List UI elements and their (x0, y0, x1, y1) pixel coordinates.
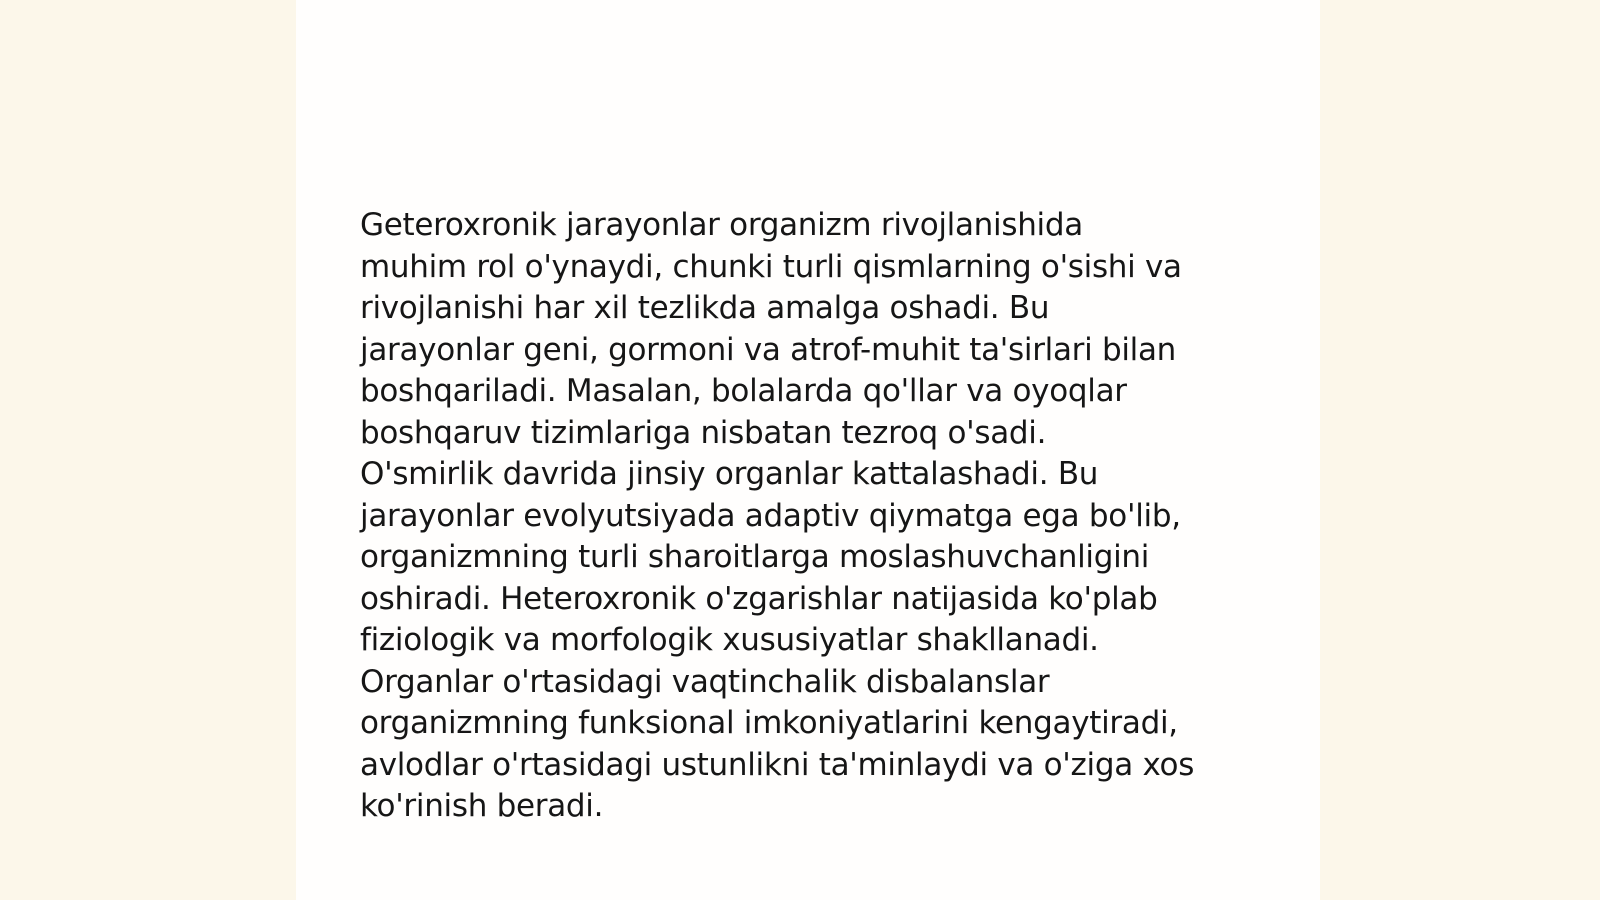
paragraph-line: oshiradi. Heteroxronik o'zgarishlar natijasida ko'plab (360, 580, 1158, 617)
paragraph-line: O'smirlik davrida jinsiy organlar kattalashadi. Bu (360, 456, 1099, 492)
paragraph-line: Organlar o'rtasidagi vaqtinchalik disbalanslar (360, 663, 1050, 700)
paragraph-line: jarayonlar geni, gormoni va atrof-muhit ta'sirlari bilan (360, 331, 1177, 368)
paragraph-line: ko'rinish beradi. (360, 788, 604, 824)
document-page (296, 0, 1320, 900)
paragraph-line: Geteroxronik jarayonlar organizm rivojlanishida (360, 207, 1083, 243)
paragraph-line: rivojlanishi har xil tezlikda amalga oshadi. Bu (360, 290, 1050, 326)
paragraph-line: boshqariladi. Masalan, bolalarda qo'llar va oyoqlar (360, 373, 1127, 409)
paragraph-line: boshqaruv tizimlariga nisbatan tezroq o'sadi. (360, 414, 1047, 451)
paragraph-line: organizmning funksional imkoniyatlarini kengaytiradi, (360, 705, 1178, 741)
paragraph-line: fiziologik va morfologik xususiyatlar shakllanadi. (360, 622, 1099, 658)
paragraph-line: avlodlar o'rtasidagi ustunlikni ta'minlaydi va o'ziga xos (360, 746, 1195, 783)
paragraph-line: jarayonlar evolyutsiyada adaptiv qiymatga ega bo'lib, (360, 497, 1181, 534)
body-paragraph (360, 205, 1260, 828)
paragraph-line: muhim rol o'ynaydi, chunki turli qismlarning o'sishi va (360, 248, 1182, 285)
paragraph-line: organizmning turli sharoitlarga moslashuvchanligini (360, 539, 1150, 575)
